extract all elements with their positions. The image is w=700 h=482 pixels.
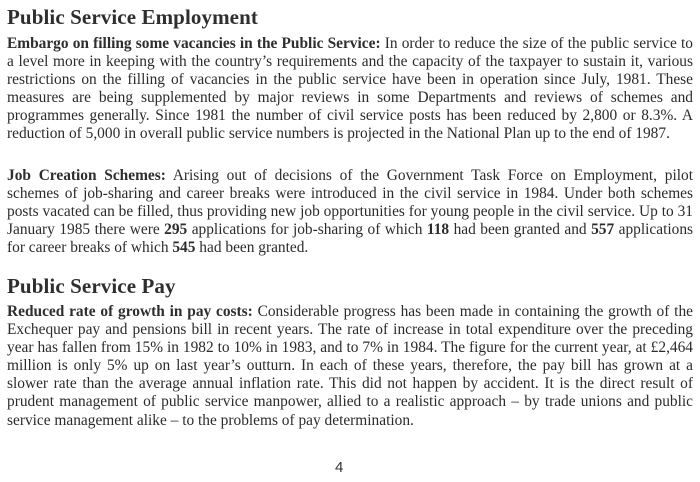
career-break-granted-count: 545: [172, 239, 196, 257]
paragraph-body-pay-costs: Considerable progress has been made in containing the growth of the Exchequer pay and pensions bill in recent years. The rate of increase in total expenditure over the preceding year has fallen from 15% in 1982 to 10% in 1983, and to 7% in 1984. The figure for the current year, at £2,464 million is only 5% up on last year’s outturn. In each of these years, therefore, the pay bill has grown at a slower rate than the average annual inflation rate. This did not happen by accident. It is the direct result of prudent management of public service manpower, allied to a realistic approach – by trade unions and public service management alike – to the problems of pay determination.: [7, 303, 693, 429]
paragraph-lead-pay-costs: Reduced rate of growth in pay costs:: [7, 303, 253, 320]
job-sharing-applications-count: 295: [164, 221, 188, 239]
paragraph-body-job-creation-5: had been granted.: [195, 239, 309, 257]
page-number: 4: [335, 459, 344, 476]
paragraph-embargo: [7, 35, 693, 144]
career-break-applications-count: 557: [591, 221, 615, 239]
section-heading-pay: Public Service Pay: [7, 274, 176, 298]
section-heading-employment: Public Service Employment: [7, 5, 258, 29]
paragraph-body-job-creation-2: applications for job-sharing of which: [187, 221, 427, 239]
paragraph-lead-embargo: Embargo on filling some vacancies in the Public Service:: [7, 35, 381, 52]
job-sharing-granted-count: 118: [426, 221, 450, 239]
paragraph-job-creation: [7, 167, 693, 257]
paragraph-body-embargo: In order to reduce the size of the public service to a level more in keeping with the country’s requirements and the capacity of the taxpayer to sustain it, various restrictions on the filling of vacancies in the public service have been in operation since July, 1981. These measures are being supplemented by major reviews in some Departments and reviews of schemes and programmes generally. Since 1981 the number of civil service posts has been reduced by 2,800 or 8.3%. A reduction of 5,000 in overall public service numbers is projected in the National Plan up to the end of 1987.: [7, 35, 693, 143]
paragraph-body-job-creation-1: Arising out of decisions of the Government Task Force on Employment, pilot schemes of job-sharing and career breaks were introduced in the civil service in 1984. Under both schemes posts vacated can be filled, thus providing new job opportunities for young people in the civil service. Up to 31 January 1985 there were: [7, 167, 693, 239]
paragraph-pay-costs: [7, 303, 693, 430]
paragraph-body-job-creation-3: had been granted and: [449, 221, 592, 239]
paragraph-body-job-creation-4: applications for career breaks of which: [7, 221, 694, 257]
paragraph-lead-job-creation: Job Creation Schemes:: [7, 167, 166, 184]
